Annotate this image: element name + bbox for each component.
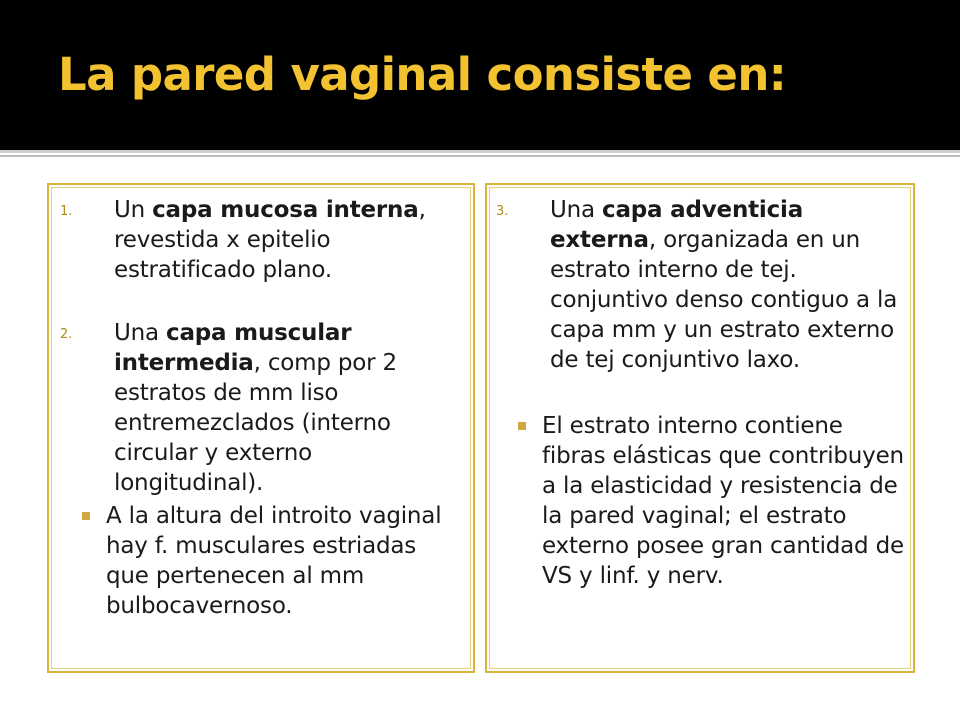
left-content-panel xyxy=(47,183,475,673)
item-number: 3. xyxy=(496,204,509,219)
title-bar xyxy=(0,0,960,150)
bullet-item xyxy=(82,501,450,621)
item-text xyxy=(114,318,432,498)
item-text xyxy=(550,195,906,375)
bullet-item xyxy=(518,411,908,591)
bullet-text: A la altura del introito vaginal hay f. musculares estriadas que pertenecen al mm bulbocavernoso. xyxy=(106,503,442,619)
right-content-panel xyxy=(485,183,915,673)
numbered-item-3 xyxy=(496,195,906,375)
item-text xyxy=(114,195,460,285)
item-number: 1. xyxy=(60,204,73,219)
numbered-item-2 xyxy=(60,318,432,498)
bullet-text: El estrato interno contiene fibras elásticas que contribuyen a la elasticidad y resistencia de la pared vaginal; el estrato externo posee gran cantidad de VS y linf. y nerv. xyxy=(542,413,904,589)
square-bullet-icon xyxy=(518,422,526,430)
item-prefix: Una xyxy=(550,197,603,223)
item-bold-term: capa mucosa interna xyxy=(152,197,419,223)
slide-title: La pared vaginal consiste en: xyxy=(58,48,787,101)
item-bold-term: capa muscular intermedia xyxy=(114,320,352,376)
item-bold-term: capa adventicia externa xyxy=(550,197,804,253)
title-divider xyxy=(0,150,960,153)
item-prefix: Una xyxy=(114,320,167,346)
item-rest: , organizada en un estrato interno de tej. conjuntivo denso contiguo a la capa mm y un estrato externo de tej conjuntivo laxo. xyxy=(550,227,898,373)
square-bullet-icon xyxy=(82,512,90,520)
item-prefix: Un xyxy=(114,197,153,223)
item-rest: , comp por 2 estratos de mm liso entremezclados (interno circular y externo longitudinal). xyxy=(114,350,397,496)
item-rest: , revestida x epitelio estratificado plano. xyxy=(114,197,426,283)
title-divider-secondary xyxy=(0,155,960,157)
item-number: 2. xyxy=(60,327,73,342)
numbered-item-1 xyxy=(60,195,460,285)
